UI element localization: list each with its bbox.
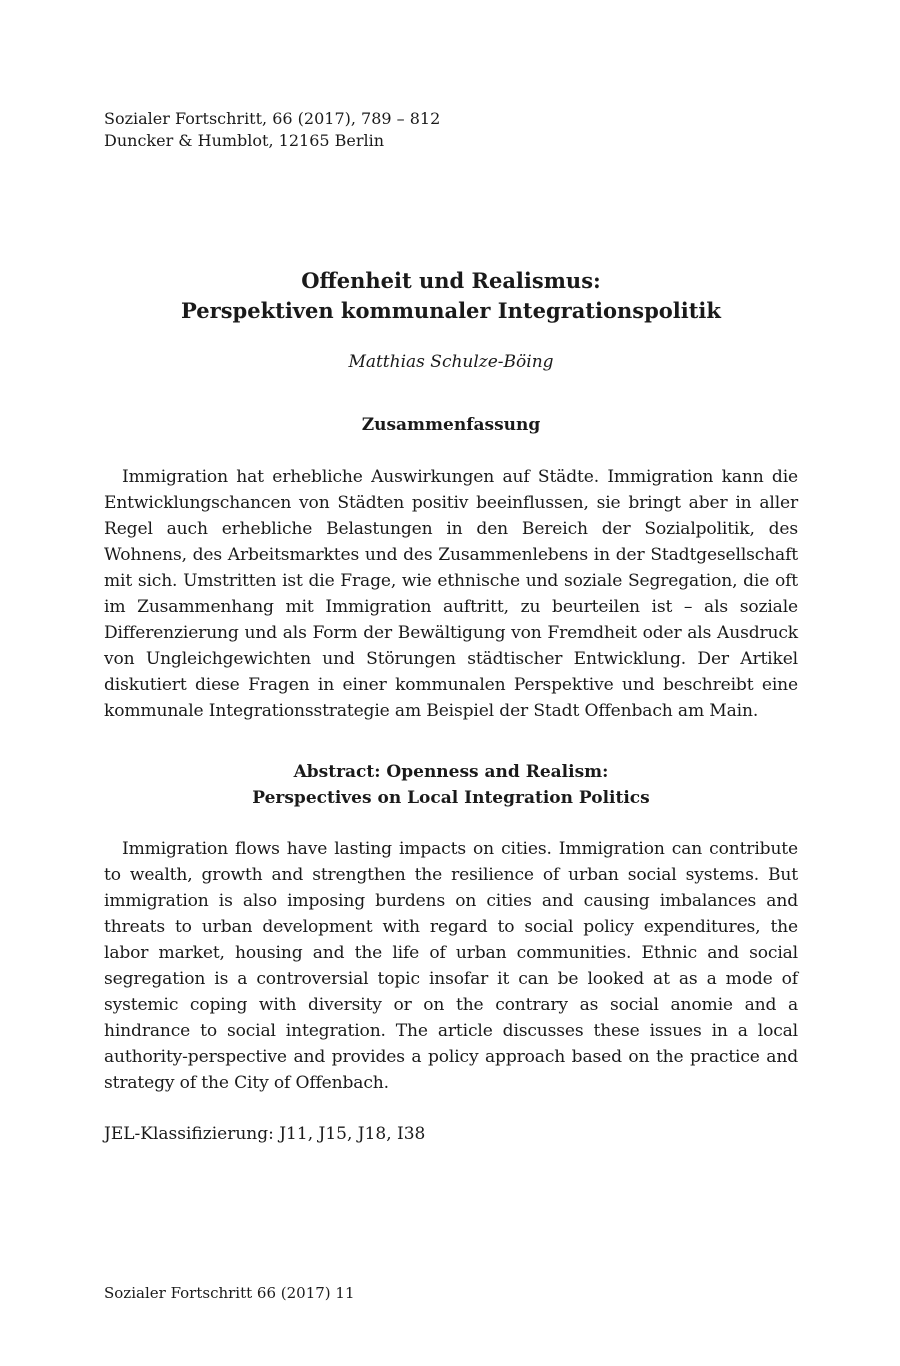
author-name: Matthias Schulze-Böing xyxy=(348,352,554,372)
abstract-heading-line2: Perspectives on Local Integration Politics xyxy=(252,788,650,808)
paper-page xyxy=(104,0,798,1366)
page-footer: Sozialer Fortschritt 66 (2017) 11 xyxy=(104,1284,355,1302)
jel-classification: JEL-Klassifizierung: J11, J15, J18, I38 xyxy=(104,1124,426,1144)
journal-header xyxy=(104,108,440,152)
zusammenfassung-heading: Zusammenfassung xyxy=(361,415,541,435)
article-title-line1: Offenheit und Realismus: xyxy=(301,268,601,293)
abstract-heading-line1: Abstract: Openness and Realism: xyxy=(293,762,609,782)
article-title xyxy=(104,266,798,326)
publisher-line: Duncker & Humblot, 12165 Berlin xyxy=(104,131,385,150)
abstract-heading xyxy=(104,759,798,811)
article-title-line2: Perspektiven kommunaler Integrationspolitik xyxy=(181,298,721,323)
abstract-text: Immigration flows have lasting impacts on cities. Immigration can contribute to wealth, growth and strengthen the resilience of urban social systems. But immigration is also imposing burdens on cities and causing imbalances and threats to urban development with regard to social policy expenditures, the labor market, housing and the life of urban communities. Ethnic and social segregation is a controversial topic insofar it can be looked at as a mode of systemic coping with diversity or on the contrary as social anomie and a hindrance to social integration. The article discusses these issues in a local authority-perspective and provides a policy approach based on the practice and strategy of the City of Offenbach. xyxy=(104,839,798,1093)
journal-citation: Sozialer Fortschritt, 66 (2017), 789 – 812 xyxy=(104,109,441,128)
zusammenfassung-text: Immigration hat erhebliche Auswirkungen auf Städte. Immigration kann die Entwicklungschancen von Städten positiv beeinflussen, sie bringt aber in aller Regel auch erhebliche Belastungen in den Bereich der Sozialpolitik, des Wohnens, des Arbeitsmarktes und des Zusammenlebens in der Stadtgesellschaft mit sich. Umstritten ist die Frage, wie ethnische und soziale Segregation, die oft im Zusammenhang mit Immigration auftritt, zu beurteilen ist – als soziale Differenzierung und als Form der Bewältigung von Fremdheit oder als Ausdruck von Ungleichgewichten und Störungen städtischer Entwicklung. Der Artikel diskutiert diese Fragen in einer kommunalen Perspektive und beschreibt eine kommunale Integrationsstrategie am Beispiel der Stadt Offenbach am Main. xyxy=(104,467,798,721)
